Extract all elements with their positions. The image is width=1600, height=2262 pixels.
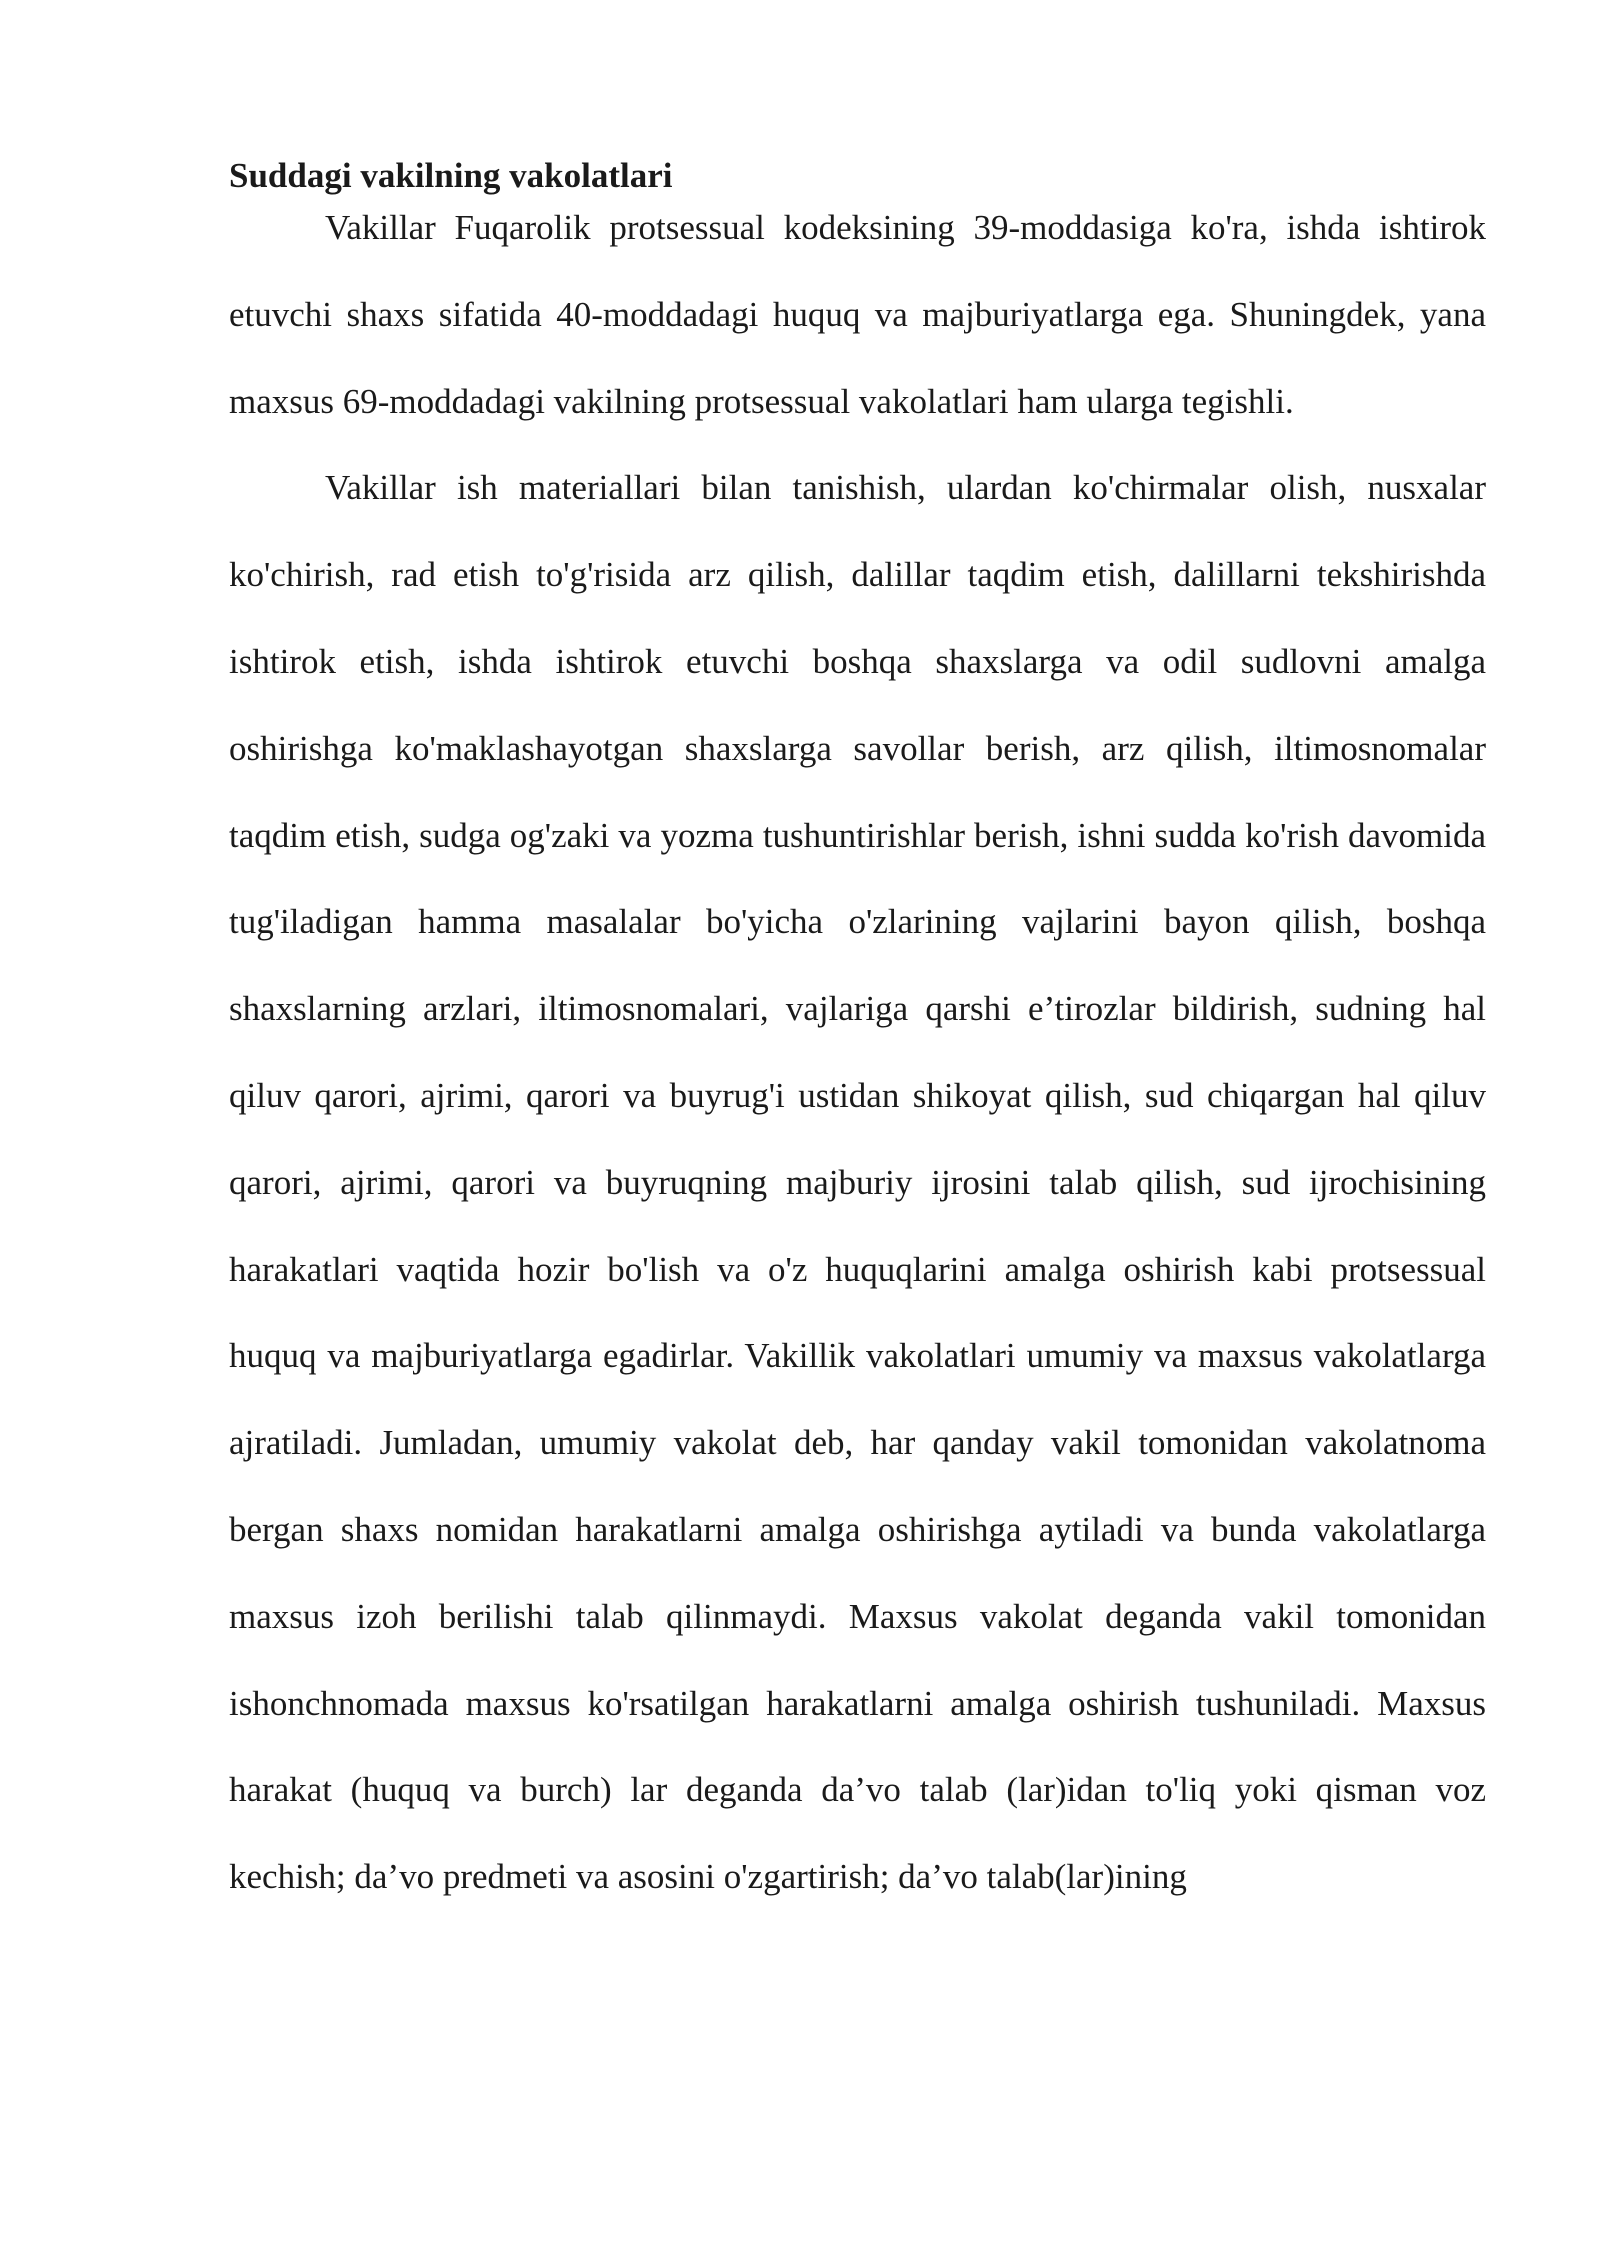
document-title: Suddagi vakilning vakolatlari: [229, 156, 673, 195]
paragraph-1: Vakillar Fuqarolik protsessual kodeksining 39-moddasiga ko'ra, ishda ishtirok etuvchi shaxs sifatida 40-moddadagi huquq va majburiyatlarga ega. Shuningdek, yana maxsus 69-moddadagi vakilning protsessual vakolatlari ham ularga tegishli.: [229, 208, 1486, 421]
document-body: [229, 150, 1486, 1921]
paragraph-2: Vakillar ish materiallari bilan tanishish, ulardan ko'chirmalar olish, nusxalar ko'chirish, rad etish to'g'risida arz qilish, dalillar taqdim etish, dalillarni tekshirishda ishtirok etish, ishda ishtirok etuvchi boshqa shaxslarga va odil sudlovni amalga oshirishga ko'maklashayotgan shaxslarga savollar berish, arz qilish, iltimosnomalar taqdim etish, sudga og'zaki va yozma tushuntirishlar berish, ishni sudda ko'rish davomida tug'iladigan hamma masalalar bo'yicha o'zlarining vajlarini bayon qilish, boshqa shaxslarning arzlari, iltimosnomalari, vajlariga qarshi e’tirozlar bildirish, sudning hal qiluv qarori, ajrimi, qarori va buyrug'i ustidan shikoyat qilish, sud chiqargan hal qiluv qarori, ajrimi, qarori va buyruqning majburiy ijrosini talab qilish, sud ijrochisining harakatlari vaqtida hozir bo'lish va o'z huquqlarini amalga oshirish kabi protsessual huquq va majburiyatlarga egadirlar. Vakillik vakolatlari umumiy va maxsus vakolatlarga ajratiladi. Jumladan, umumiy vakolat deb, har qanday vakil tomonidan vakolatnoma bergan shaxs nomidan harakatlarni amalga oshirishga aytiladi va bunda vakolatlarga maxsus izoh berilishi talab qilinmaydi. Maxsus vakolat deganda vakil tomonidan ishonchnomada maxsus ko'rsatilgan harakatlarni amalga oshirish tushuniladi. Maxsus harakat (huquq va burch) lar deganda da’vo talab (lar)idan to'liq yoki qisman voz kechish; da’vo predmeti va asosini o'zgartirish; da’vo talab(lar)ining: [229, 468, 1486, 1897]
